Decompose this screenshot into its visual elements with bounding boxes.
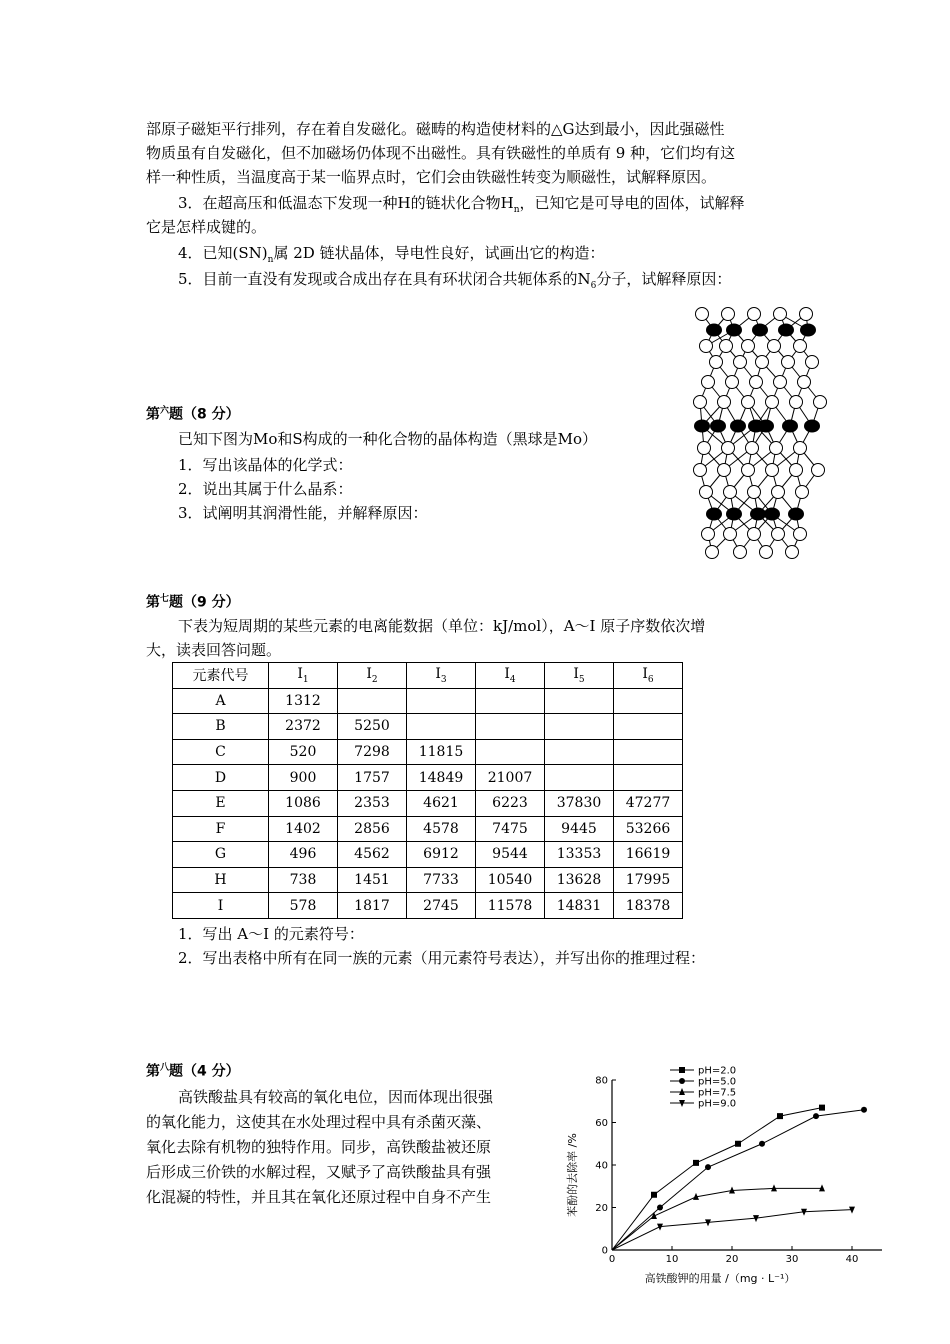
mos2-crystal-figure: [688, 298, 828, 568]
ionization-energy-cell: [614, 714, 683, 740]
section-8-line: 高铁酸盐具有较高的氧化电位，因而体现出很强: [178, 1088, 494, 1106]
table-header-cell: $I_3$: [407, 663, 476, 689]
element-code-cell: B: [173, 714, 269, 740]
ionization-energy-cell: 7298: [338, 739, 407, 765]
ionization-energy-cell: 496: [269, 842, 338, 868]
section-7-item: 1．写出 A～I 的元素符号：: [178, 925, 364, 943]
chart-point: [819, 1105, 825, 1111]
ionization-energy-cell: 14849: [407, 765, 476, 791]
intro-line: 样一种性质，当温度高于某一临界点时，它们会由铁磁性转变为顺磁性，试解释原因。: [146, 168, 717, 186]
chart-y-tick-label: 80: [595, 1075, 608, 1087]
s-atom: [726, 376, 739, 389]
s-atom: [812, 464, 825, 477]
chart-series-line: [612, 1110, 864, 1250]
ionization-energy-cell: 2353: [338, 790, 407, 816]
s-atom: [742, 340, 755, 353]
s-atom: [742, 396, 755, 409]
ionization-energy-cell: [476, 739, 545, 765]
section-6-title: 第$^六$题（8 分）: [146, 406, 240, 423]
section-8-title: 第$^八$题（4 分）: [146, 1063, 240, 1080]
mo-atom: [800, 324, 816, 337]
s-atom: [718, 464, 731, 477]
ionization-energy-cell: [338, 688, 407, 714]
s-atom: [774, 376, 787, 389]
s-atom: [794, 528, 807, 541]
s-atom: [774, 308, 787, 321]
ionization-energy-cell: 4578: [407, 816, 476, 842]
phenol-removal-chart: [560, 1060, 890, 1290]
s-atom: [734, 546, 747, 559]
table-header-cell: $I_6$: [614, 663, 683, 689]
element-code-cell: G: [173, 842, 269, 868]
table-row: [173, 765, 683, 791]
s-atom: [794, 340, 807, 353]
ionization-energy-cell: 18378: [614, 893, 683, 919]
s-atom: [694, 464, 707, 477]
s-atom: [800, 308, 813, 321]
s-atom: [770, 442, 783, 455]
ionization-energy-cell: [476, 688, 545, 714]
chart-legend-label: pH=5.0: [698, 1076, 737, 1088]
section-7-item: 2．写出表格中所有在同一族的元素（用元素符号表达），并写出你的推理过程：: [178, 949, 706, 967]
section-6-intro: 已知下图为Mo和S构成的一种化合物的晶体构造（黑球是Mo）: [178, 430, 598, 448]
intro-line: 部原子磁矩平行排列，存在着自发磁化。磁畴的构造使材料的△G达到最小，因此强磁性: [146, 120, 725, 138]
mo-atom: [788, 508, 804, 521]
section-7-intro-cont: 大，读表回答问题。: [146, 641, 282, 659]
ionization-energy-cell: [476, 714, 545, 740]
s-atom: [700, 486, 713, 499]
chart-legend-label: pH=7.5: [698, 1087, 737, 1099]
s-atom: [798, 376, 811, 389]
section-8-line: 后形成三价铁的水解过程，又赋予了高铁酸盐具有强: [146, 1163, 492, 1181]
ionization-energy-cell: 5250: [338, 714, 407, 740]
s-atom: [782, 356, 795, 369]
ionization-energy-cell: [407, 688, 476, 714]
ionization-energy-cell: [545, 739, 614, 765]
table-header-cell: 元素代号: [173, 663, 269, 689]
mo-atom: [758, 420, 774, 433]
chart-y-tick-label: 60: [595, 1118, 608, 1129]
ionization-energy-cell: 13353: [545, 842, 614, 868]
s-atom: [748, 528, 761, 541]
ionization-energy-cell: [407, 714, 476, 740]
ionization-energy-cell: 4562: [338, 842, 407, 868]
ionization-energy-cell: 37830: [545, 790, 614, 816]
s-atom: [710, 356, 723, 369]
mo-atom: [778, 324, 794, 337]
s-atom: [772, 528, 785, 541]
chart-series-line: [612, 1188, 822, 1250]
chart-point: [679, 1067, 685, 1073]
section-7-intro: 下表为短周期的某些元素的电离能数据（单位：kJ/mol），A～I 原子序数依次增: [178, 617, 706, 635]
ionization-energy-cell: 16619: [614, 842, 683, 868]
mo-atom: [710, 420, 726, 433]
s-atom: [814, 396, 827, 409]
element-code-cell: H: [173, 867, 269, 893]
s-atom: [748, 308, 761, 321]
ionization-energy-cell: 4621: [407, 790, 476, 816]
s-atom: [750, 376, 763, 389]
table-header-row: [173, 663, 683, 689]
section-6-item: 1．写出该晶体的化学式：: [178, 456, 353, 474]
mo-atom: [750, 508, 766, 521]
s-atom: [756, 356, 769, 369]
ionization-energy-cell: 578: [269, 893, 338, 919]
chart-y-tick-label: 20: [595, 1203, 608, 1214]
ionization-energy-cell: 900: [269, 765, 338, 791]
ionization-energy-cell: 9445: [545, 816, 614, 842]
intro-line: 物质虽有自发磁化，但不加磁场仍体现不出磁性。具有铁磁性的单质有 9 种，它们均有这: [146, 144, 736, 162]
s-atom: [766, 396, 779, 409]
s-atom: [702, 528, 715, 541]
chart-point: [705, 1164, 711, 1170]
s-atom: [700, 340, 713, 353]
mo-atom: [804, 420, 820, 433]
ionization-energy-cell: 738: [269, 867, 338, 893]
chart-x-tick-label: 20: [725, 1254, 739, 1265]
chart-x-tick-label: 40: [845, 1254, 859, 1265]
chart-point: [777, 1113, 783, 1119]
ionization-energy-cell: 11815: [407, 739, 476, 765]
section-8-line: 氧化去除有机物的独特作用。同步，高铁酸盐被还原: [146, 1138, 492, 1156]
ionization-energy-cell: 1402: [269, 816, 338, 842]
s-atom: [760, 546, 773, 559]
ionization-energy-cell: [614, 739, 683, 765]
s-atom: [722, 308, 735, 321]
table-row: [173, 714, 683, 740]
s-atom: [748, 486, 761, 499]
ionization-energy-cell: 6223: [476, 790, 545, 816]
s-atom: [790, 464, 803, 477]
element-code-cell: F: [173, 816, 269, 842]
table-row: [173, 867, 683, 893]
element-code-cell: C: [173, 739, 269, 765]
s-atom: [742, 464, 755, 477]
question-4: 4．已知$(SN)_n$属 2D 链状晶体，导电性良好，试画出它的构造：: [178, 244, 605, 265]
ionization-energy-cell: 6912: [407, 842, 476, 868]
s-atom: [806, 356, 819, 369]
mo-atom: [764, 508, 780, 521]
chart-y-tick-label: 40: [595, 1160, 608, 1172]
s-atom: [720, 340, 733, 353]
chart-xlabel: 高铁酸钾的用量 /（mg · L⁻¹）: [644, 1272, 796, 1285]
s-atom: [724, 486, 737, 499]
s-atom: [786, 546, 799, 559]
ionization-energy-cell: 1451: [338, 867, 407, 893]
section-7-title: 第$^七$题（9 分）: [146, 594, 240, 611]
ionization-energy-cell: [614, 688, 683, 714]
chart-ylabel: 苯酚的去除率 /%: [566, 1133, 579, 1217]
mo-atom: [694, 420, 710, 433]
s-atom: [722, 442, 735, 455]
s-atom: [724, 528, 737, 541]
table-header-cell: $I_4$: [476, 663, 545, 689]
section-8-line: 化混凝的特性，并且其在氧化还原过程中自身不产生: [146, 1188, 492, 1206]
ionization-energy-cell: 53266: [614, 816, 683, 842]
ionization-energy-cell: 10540: [476, 867, 545, 893]
element-code-cell: I: [173, 893, 269, 919]
s-atom: [766, 464, 779, 477]
table-header-cell: $I_1$: [269, 663, 338, 689]
chart-y-tick-label: 0: [601, 1245, 608, 1257]
section-6-item: 2．说出其属于什么晶系：: [178, 480, 353, 498]
mo-atom: [782, 420, 798, 433]
mo-atom: [726, 324, 742, 337]
chart-legend-label: pH=2.0: [698, 1065, 737, 1077]
ionization-energy-cell: 17995: [614, 867, 683, 893]
ionization-energy-cell: 13628: [545, 867, 614, 893]
ionization-energy-cell: 2856: [338, 816, 407, 842]
mo-atom: [726, 508, 742, 521]
table-header-cell: $I_5$: [545, 663, 614, 689]
ionization-energy-cell: [614, 765, 683, 791]
ionization-energy-cell: 9544: [476, 842, 545, 868]
s-atom: [772, 486, 785, 499]
chart-point: [759, 1141, 765, 1147]
element-code-cell: E: [173, 790, 269, 816]
table-row: [173, 739, 683, 765]
s-atom: [702, 376, 715, 389]
ionization-energy-cell: [545, 765, 614, 791]
section-8-line: 的氧化能力，这使其在水处理过程中具有杀菌灭藻、: [146, 1113, 492, 1131]
chart-legend-label: pH=9.0: [698, 1098, 737, 1110]
s-atom: [698, 442, 711, 455]
table-row: [173, 688, 683, 714]
mo-atom: [706, 324, 722, 337]
s-atom: [694, 396, 707, 409]
s-atom: [706, 546, 719, 559]
chart-point: [735, 1141, 741, 1147]
s-atom: [794, 442, 807, 455]
s-atom: [696, 308, 709, 321]
s-atom: [746, 442, 759, 455]
s-atom: [796, 486, 809, 499]
ionization-energy-cell: 47277: [614, 790, 683, 816]
mo-atom: [730, 420, 746, 433]
section-6-item: 3．试阐明其润滑性能，并解释原因：: [178, 504, 428, 522]
mo-atom: [706, 508, 722, 521]
ionization-energy-cell: 11578: [476, 893, 545, 919]
ionization-energy-cell: 2745: [407, 893, 476, 919]
chart-x-tick-label: 0: [608, 1254, 616, 1265]
table-row: [173, 790, 683, 816]
ionization-energy-cell: 1757: [338, 765, 407, 791]
element-code-cell: A: [173, 688, 269, 714]
chart-point: [657, 1205, 663, 1211]
s-atom: [768, 340, 781, 353]
question-3-cont: 它是怎样成键的。: [146, 218, 267, 236]
ionization-energy-cell: 7733: [407, 867, 476, 893]
chart-point: [651, 1192, 657, 1198]
ionization-energy-table: [172, 662, 683, 919]
ionization-energy-cell: 1817: [338, 893, 407, 919]
ionization-energy-cell: 1086: [269, 790, 338, 816]
element-code-cell: D: [173, 765, 269, 791]
ionization-energy-cell: 14831: [545, 893, 614, 919]
chart-x-tick-label: 30: [785, 1254, 799, 1265]
chart-point: [813, 1113, 819, 1119]
ionization-energy-cell: 2372: [269, 714, 338, 740]
table-row: [173, 842, 683, 868]
chart-point: [679, 1078, 685, 1084]
chart-point: [693, 1160, 699, 1166]
ionization-energy-cell: 21007: [476, 765, 545, 791]
ionization-energy-cell: [545, 714, 614, 740]
ionization-energy-cell: 520: [269, 739, 338, 765]
question-3: 3．在超高压和低温态下发现一种H的链状化合物$H_n$，已知它是可导电的固体，试解释: [178, 194, 745, 215]
mo-atom: [752, 324, 768, 337]
question-5: 5．目前一直没有发现或合成出存在具有环状闭合共轭体系的$N_6$分子，试解释原因：: [178, 270, 732, 291]
ionization-energy-cell: 7475: [476, 816, 545, 842]
ionization-energy-cell: [545, 688, 614, 714]
s-atom: [718, 396, 731, 409]
table-header-cell: $I_2$: [338, 663, 407, 689]
chart-point: [861, 1107, 867, 1113]
chart-series-line: [612, 1210, 852, 1250]
table-row: [173, 893, 683, 919]
ionization-energy-cell: 1312: [269, 688, 338, 714]
chart-x-tick-label: 10: [665, 1254, 679, 1265]
s-atom: [790, 396, 803, 409]
table-row: [173, 816, 683, 842]
s-atom: [734, 356, 747, 369]
